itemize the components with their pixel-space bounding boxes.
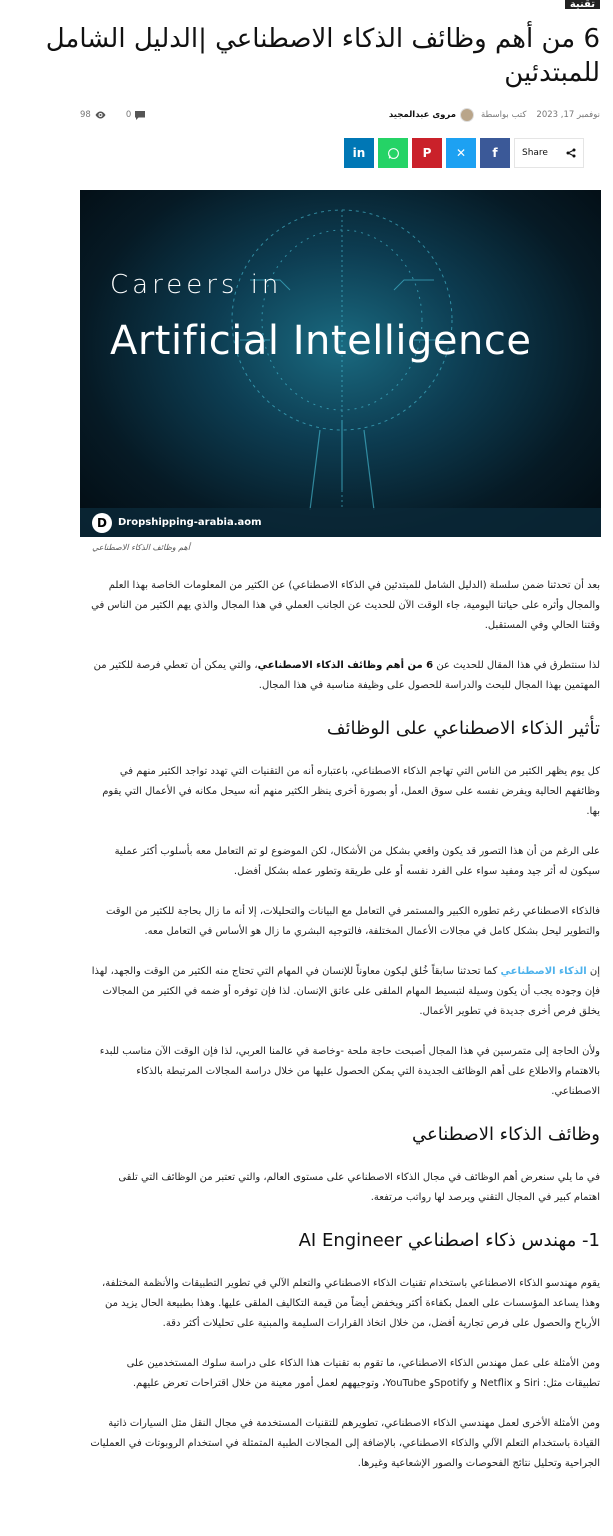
section-heading: تأثير الذكاء الاصطناعي على الوظائف: [326, 718, 600, 739]
section-heading: 1- مهندس ذكاء اصطناعي AI Engineer: [298, 1230, 600, 1251]
article-title: 6 من أهم وظائف الذكاء الاصطناعي |الدليل الشامل للمبتدئين: [45, 24, 600, 88]
comments-count: 0: [125, 110, 132, 120]
paragraph: على الرغم من أن هذا التصور قد يكون واقعي بشكل من الأشكال، لكن الموضوع لو تم التعامل معه بأسلوب أكثر عملية سيكون له أثر جيد ومفيد سواء على الفرد نفسه أو على طريقة وتطور عمله بشكل أفضل.: [114, 846, 600, 877]
text: Netflix و Spotifyو YouTube: [385, 1378, 513, 1389]
paragraph: [90, 1354, 600, 1394]
avatar[interactable]: [460, 108, 474, 122]
site-logo: D: [92, 513, 112, 533]
hero-heading-line1: Careers in: [110, 270, 283, 300]
image-caption: أهم وظائف الذكاء الاصطناعي: [92, 543, 190, 552]
text: ، وتوجيههم لعمل أمور معينة من خلال اقتراحات تعرض عليهم.: [132, 1378, 386, 1389]
twitter-share-button[interactable]: [446, 138, 476, 168]
text: ومن الأمثلة على عمل مهندس الذكاء الاصطناعي، ما تقوم به تقنيات هذا الذكاء على دراسة سلوك المستخدمين على تطبيقات مثل: Siri و: [126, 1358, 600, 1389]
x-icon: ✕: [455, 146, 467, 160]
post-date: نوفمبر 17, 2023: [536, 110, 600, 120]
share-icon: [566, 148, 576, 158]
facebook-icon: f: [492, 146, 498, 160]
paragraph: كل يوم يظهر الكثير من الناس التي تهاجم الذكاء الاصطناعي، باعتباره أنه من التقنيات التي تهدد تواجد الكثير منهم في وظائفهم الحالية ويفرض نفسه على سوق العمل، أو بصورة أخرى ينظر الكثير منهم أنه سيحل مكانه في الأعمال التي يقوم بها.: [102, 766, 600, 817]
paragraph: [90, 962, 600, 1022]
views-count: 98: [80, 110, 91, 120]
paragraph: بعد أن تحدثنا ضمن سلسلة (الدليل الشامل للمبتدئين في الذكاء الاصطناعي) عن الكثير من المعلومات الخاصة بهذا العلم والمجال وأثره على حياتنا اليومية، جاء الوقت الآن للحديث عن الجانب العملي في هذا المجال والذي يهم الكثير من الناس في وقتنا الحالي وفي المستقبل.: [91, 580, 600, 631]
paragraph: يقوم مهندسو الذكاء الاصطناعي باستخدام تقنيات الذكاء الاصطناعي والتعلم الآلي في تطوير التطبيقات والأنظمة المختلفة، وهذا يساعد المؤسسات على العمل بكفاءة أكثر ويخفض أيضاً من قيمة التكاليف الملقى عليها. وهذا بطبيعة الحال يزيد من الأرباح والحصول على فرص تجارية أفضل، من خلال اتخاذ القرارات السليمة والمبنية على تحليلات أكثر دقة.: [102, 1278, 600, 1329]
whatsapp-icon: [387, 147, 400, 160]
post-stats: [80, 110, 159, 120]
whatsapp-share-button[interactable]: [378, 138, 408, 168]
article-body: [90, 576, 600, 1494]
paragraph: [90, 656, 600, 696]
text: كما تحدثنا سابقاً خُلق ليكون معاوناً للإنسان في المهام التي تحتاج منه الكثير من الوقت والجهد، لهذا فإن وجوده يجب أن يكون وسيلة لتبسيط المهام الملقى على عاتق الإنسان. لذا فإن توفره أو ضمه في الكثير من المجالات يخلق فرص أخرى جديدة في تطوير الأعمال.: [91, 966, 600, 1017]
pinterest-share-button[interactable]: [412, 138, 442, 168]
featured-image[interactable]: [80, 190, 601, 537]
paragraph: ولأن الحاجة إلى متمرسين في هذا المجال أصبحت حاجة ملحة -وخاصة في عالمنا العربي، لذا فإن الوقت الآن مناسب للبدء بالاهتمام والاطلاع على أهم الوظائف الجديدة التي يمكن الحصول عليها من خلال دراسة المجالات المرتبطة بالذكاء الاصطناعي.: [99, 1046, 600, 1097]
facebook-share-button[interactable]: [480, 138, 510, 168]
linkedin-share-button[interactable]: [344, 138, 374, 168]
section-heading: وظائف الذكاء الاصطناعي: [411, 1124, 600, 1145]
pinterest-icon: P: [422, 146, 432, 160]
bold-text: 6 من أهم وظائف الذكاء الاصطناعي: [257, 660, 434, 671]
eye-icon: [95, 111, 106, 119]
paragraph: في ما يلي سنعرض أهم الوظائف في مجال الذكاء الاصطناعي على مستوى العالم، والتي تعتبر من الوظائف التي تلقى اهتمام كبير في المجال التقني ويرصد لها رواتب مرتفعة.: [118, 1172, 600, 1203]
paragraph: ومن الأمثلة الأخرى لعمل مهندسي الذكاء الاصطناعي، تطويرهم للتقنيات المستخدمة في مجال النقل مثل السيارات ذاتية القيادة باستخدام التعلم الآلي والذكاء الاصطناعي، بالإضافة إلى المجالات الطبية المتمثلة في استخدام الروبوتات في العمليات الجراحية وتحليل نتائج الفحوصات والصور الإشعاعية وغيرها.: [90, 1418, 600, 1469]
text: إن: [586, 966, 600, 977]
comments-stat[interactable]: [126, 110, 145, 120]
text: ، والتي يمكن أن تعطي فرصة للكثير من المهتمين بهذا المجال للبحث والدراسة للحصول على وظيفة مناسبة في هذا المجال.: [93, 660, 600, 691]
share-button[interactable]: [514, 138, 584, 168]
share-label: Share: [522, 148, 548, 158]
views-stat: [80, 110, 106, 120]
hero-footer: [80, 508, 601, 537]
category-badge[interactable]: تقنية: [565, 0, 600, 9]
comment-icon: [135, 111, 145, 120]
post-meta: [80, 104, 600, 126]
paragraph: فالذكاء الاصطناعي رغم تطوره الكبير والمستمر في التعامل مع البيانات والتحليلات، إلا أنه ما زال بحاجة للكثير من الوقت والتطوير ليحل بشكل كامل في مجالات الأعمال المختلفة، فالتوجيه البشري ما زال هو الأساس في التعامل معه.: [105, 906, 600, 937]
author-link[interactable]: مروى عبدالمجيد: [388, 110, 456, 120]
text: لذا سنتطرق في هذا المقال للحديث عن: [433, 660, 600, 671]
linkedin-icon: in: [352, 146, 366, 160]
hero-heading-line2: Artificial Intelligence: [110, 318, 532, 364]
share-bar: [344, 138, 590, 168]
ai-link[interactable]: الذكاء الاصطناعي: [500, 966, 587, 977]
site-name: Dropshipping-arabia.aom: [118, 517, 262, 528]
author-label: كتب بواسطة: [480, 110, 527, 120]
